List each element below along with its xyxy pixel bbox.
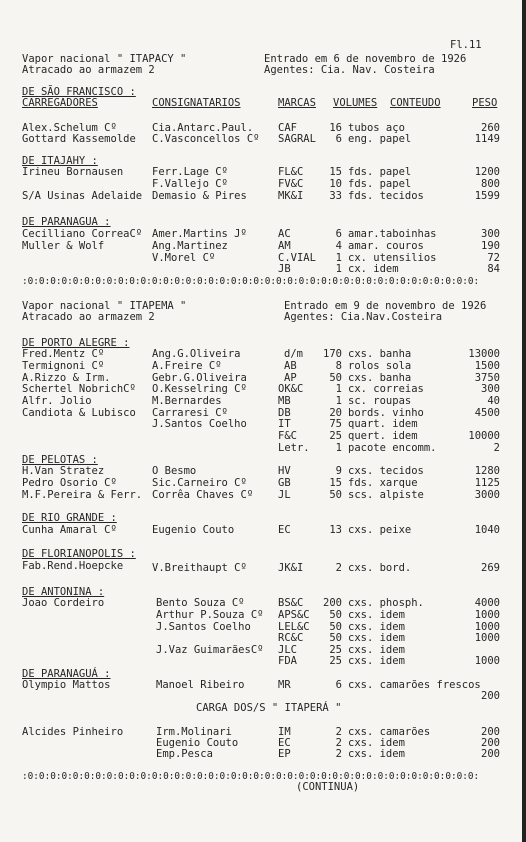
weight: 200	[481, 690, 500, 702]
ship1-docked: Atracado ao armazem 2	[22, 64, 155, 76]
origin-paranagua: DE PARANAGUA :	[22, 216, 111, 228]
quantity: 25	[329, 655, 342, 667]
content: cx. idem	[348, 263, 399, 275]
quantity: 15	[329, 166, 342, 178]
consignee: Eugenio Couto	[156, 737, 239, 749]
mark: MK&I	[278, 190, 304, 202]
mark: SAGRAL	[278, 133, 316, 145]
weight: 4000	[474, 597, 500, 609]
mark: FL&C	[278, 166, 304, 178]
content: bords. vinho	[348, 407, 424, 419]
consignee: O.Kesselring Cº	[152, 383, 247, 395]
weight: 1125	[474, 477, 500, 489]
consignee: Emp.Pesca	[156, 748, 213, 760]
weight: 300	[481, 228, 500, 240]
consignee: Carraresi Cº	[152, 407, 228, 419]
consignee: J.Santos Coelho	[156, 621, 251, 633]
shipper: Olympio Mattos	[22, 679, 111, 691]
quantity: 4	[335, 240, 342, 252]
content: rolos sola	[348, 360, 412, 372]
content: cxs. camarões	[348, 726, 431, 738]
quantity: 15	[329, 477, 342, 489]
weight: 1599	[474, 190, 500, 202]
content: cxs. idem	[348, 609, 405, 621]
header-consignees: CONSIGNATARIOS	[152, 97, 241, 109]
quantity: 1	[335, 442, 342, 454]
consignee: J.Vaz GuimarãesCº	[156, 644, 264, 656]
quantity: 50	[329, 372, 342, 384]
mark: APS&C	[278, 609, 310, 621]
origin-pelotas: DE PELOTAS :	[22, 454, 98, 466]
quantity: 2	[335, 562, 342, 574]
weight: 269	[481, 562, 500, 574]
mark: IM	[278, 726, 291, 738]
shipper: Alex.Schelum Cº	[22, 122, 117, 134]
weight: 1000	[474, 632, 500, 644]
content: fds. xarque	[348, 477, 418, 489]
mark: FV&C	[278, 178, 304, 190]
content: cx. correias	[348, 383, 424, 395]
quantity: 20	[329, 407, 342, 419]
quantity: 25	[329, 430, 342, 442]
weight: 200	[481, 726, 500, 738]
shipper: Cecilliano CorreaCº	[22, 228, 143, 240]
ship2-docked: Atracado ao armazem 2	[22, 311, 155, 323]
quantity: 50	[329, 489, 342, 501]
consignee: Gebr.G.Oliveira	[152, 372, 247, 384]
shipper: Fab.Rend.Hoepcke	[22, 560, 124, 572]
weight: 3750	[474, 372, 500, 384]
quantity: 50	[329, 632, 342, 644]
origin-itajahy: DE ITAJAHY :	[22, 155, 98, 167]
shipper: Termignoni Cº	[22, 360, 105, 372]
consignee: Eugenio Couto	[152, 524, 235, 536]
ship1-agents: Agentes: Cia. Nav. Costeira	[264, 64, 435, 76]
quantity: 16	[329, 122, 342, 134]
content: cxs. tecidos	[348, 465, 424, 477]
shipper: Irineu Bornausen	[22, 166, 124, 178]
content: fds. tecidos	[348, 190, 424, 202]
weight: 84	[487, 263, 500, 275]
quantity: 25	[329, 644, 342, 656]
consignee: C.Vasconcellos Cº	[152, 133, 260, 145]
content: cx. utensilios	[348, 252, 437, 264]
shipper: Pedro Osorio Cº	[22, 477, 117, 489]
consignee: Arthur P.Souza Cº	[156, 609, 264, 621]
quantity: 6	[335, 679, 342, 691]
header-shippers: CARREGADORES	[22, 97, 98, 109]
weight: 1040	[474, 524, 500, 536]
content: fds. papel	[348, 166, 412, 178]
consignee: Demasio & Pires	[152, 190, 247, 202]
content: cxs. banha	[348, 372, 412, 384]
origin-rio-grande: DE RIO GRANDE :	[22, 512, 117, 524]
mark: JK&I	[278, 562, 304, 574]
consignee: Amer.Martins Jº	[152, 228, 247, 240]
shipper: M.F.Pereira & Ferr.	[22, 489, 143, 501]
consignee: Ang.Martinez	[152, 240, 228, 252]
quantity: 2	[335, 737, 342, 749]
mark: JL	[278, 489, 291, 501]
mark: RC&C	[278, 632, 304, 644]
mark: MR	[278, 679, 291, 691]
ship2-vessel: Vapor nacional " ITAPEMA "	[22, 300, 187, 312]
content: cxs. banha	[348, 348, 412, 360]
mark: FDA	[278, 655, 297, 667]
mark: EC	[278, 737, 291, 749]
consignee: M.Bernardes	[152, 395, 222, 407]
weight: 1200	[474, 166, 500, 178]
weight: 190	[481, 240, 500, 252]
origin-paranagua-2: DE PARANAGUÁ :	[22, 668, 111, 680]
separator-line: :0:0:0:0:0:0:0:0:0:0:0:0:0:0:0:0:0:0:0:0:0:0:0:0:0:0:0:0:0:0:0:0:0:0:0:0:0:0:0:0:	[22, 276, 480, 287]
quantity: 6	[335, 133, 342, 145]
header-volumes: VOLUMES	[333, 97, 378, 109]
quantity: 8	[335, 360, 342, 372]
mark: CAF	[278, 122, 297, 134]
consignee: J.Santos Coelho	[152, 418, 247, 430]
content: cxs. idem	[348, 737, 405, 749]
shipper: Gottard Kassemolde	[22, 133, 136, 145]
mark: BS&C	[278, 597, 304, 609]
consignee: A.Freire Cº	[152, 360, 222, 372]
weight: 40	[487, 395, 500, 407]
weight: 1149	[474, 133, 500, 145]
content: amar.taboinhas	[348, 228, 437, 240]
weight: 10000	[468, 430, 500, 442]
shipper: Cunha Amaral Cº	[22, 524, 117, 536]
weight: 1000	[474, 621, 500, 633]
content: scs. alpiste	[348, 489, 424, 501]
quantity: 170	[323, 348, 342, 360]
quantity: 6	[335, 228, 342, 240]
ship2-arrived: Entrado em 9 de novembro de 1926	[284, 300, 487, 312]
origin-porto-alegre: DE PORTO ALEGRE :	[22, 337, 130, 349]
weight: 72	[487, 252, 500, 264]
consignee: Ang.G.Oliveira	[152, 348, 241, 360]
quantity: 33	[329, 190, 342, 202]
mark: LEL&C	[278, 621, 310, 633]
shipper: Alfr. Jolio	[22, 395, 92, 407]
content: cxs. idem	[348, 644, 405, 656]
quantity: 2	[335, 748, 342, 760]
shipper: Muller & Wolf	[22, 240, 105, 252]
content: sc. roupas	[348, 395, 412, 407]
continues-note: (CONTINUA)	[296, 781, 360, 793]
quantity: 200	[323, 597, 342, 609]
content: cxs. phosph.	[348, 597, 424, 609]
origin-sao-francisco: DE SÃO FRANCISCO :	[22, 86, 136, 98]
header-weight: PESO	[472, 97, 498, 109]
quantity: 1	[335, 383, 342, 395]
consignee: Irm.Molinari	[156, 726, 232, 738]
quantity: 9	[335, 465, 342, 477]
mark: MB	[278, 395, 291, 407]
consignee: F.Vallejo Cº	[152, 178, 228, 190]
mark: C.VIAL	[278, 252, 316, 264]
content: quert. idem	[348, 430, 418, 442]
shipper: H.Van Stratez	[22, 465, 105, 477]
scan-edge	[522, 0, 526, 842]
ship1-arrived: Entrado em 6 de novembro de 1926	[264, 53, 467, 65]
origin-florianopolis: DE FLORIANOPOLIS :	[22, 548, 136, 560]
weight: 200	[481, 737, 500, 749]
ship1-vessel: Vapor nacional " ITAPACY "	[22, 53, 187, 65]
weight: 4500	[474, 407, 500, 419]
weight: 300	[481, 383, 500, 395]
content: cxs. idem	[348, 655, 405, 667]
quantity: 10	[329, 178, 342, 190]
mark: EC	[278, 524, 291, 536]
shipper: Joao Cordeiro	[22, 597, 105, 609]
mark: EP	[278, 748, 291, 760]
content: cxs. idem	[348, 748, 405, 760]
quantity: 2	[335, 726, 342, 738]
mark: OK&C	[278, 383, 304, 395]
mark: GB	[278, 477, 291, 489]
shipper: Schertel NobrichCº	[22, 383, 136, 395]
mark: IT	[278, 418, 291, 430]
mark: JB	[278, 263, 291, 275]
content: cxs. bord.	[348, 562, 412, 574]
shipper: Candiota & Lubisco	[22, 407, 136, 419]
shipper: Alcides Pinheiro	[22, 726, 124, 738]
quantity: 50	[329, 621, 342, 633]
quantity: 13	[329, 524, 342, 536]
weight: 800	[481, 178, 500, 190]
weight: 1000	[474, 609, 500, 621]
content: cxs. idem	[348, 632, 405, 644]
weight: 1000	[474, 655, 500, 667]
shipper: S/A Usinas Adelaide	[22, 190, 143, 202]
content: amar. couros	[348, 240, 424, 252]
mark: DB	[278, 407, 291, 419]
consignee: Manoel Ribeiro	[156, 679, 245, 691]
shipper: Fred.Mentz Cº	[22, 348, 105, 360]
content: cxs. idem	[348, 621, 405, 633]
mark: HV	[278, 465, 291, 477]
quantity: 1	[335, 263, 342, 275]
consignee: V.Morel Cº	[152, 252, 216, 264]
weight: 13000	[468, 348, 500, 360]
content: tubos aço	[348, 122, 405, 134]
header-content: CONTEUDO	[390, 97, 441, 109]
weight: 1500	[474, 360, 500, 372]
consignee: Ferr.Lage Cº	[152, 166, 228, 178]
consignee: Corrêa Chaves Cº	[152, 489, 254, 501]
consignee: V.Breithaupt Cº	[152, 562, 247, 574]
mark: F&C	[278, 430, 297, 442]
mark: AB	[284, 360, 297, 372]
consignee: O Besmo	[152, 465, 197, 477]
separator-line-bottom: :0:0:0:0:0:0:0:0:0:0:0:0:0:0:0:0:0:0:0:0:0:0:0:0:0:0:0:0:0:0:0:0:0:0:0:0:0:0:0:0:	[22, 771, 480, 782]
mark: AP	[284, 372, 297, 384]
origin-antonina: DE ANTONINA :	[22, 586, 105, 598]
quantity: 1	[335, 395, 342, 407]
content: cxs. camarões frescos	[348, 679, 481, 691]
content: pacote encomm.	[348, 442, 437, 454]
content: quart. idem	[348, 418, 418, 430]
mark: d/m	[284, 348, 303, 360]
content: cxs. peixe	[348, 524, 412, 536]
header-marks: MARCAS	[278, 97, 316, 109]
content: eng. papel	[348, 133, 412, 145]
quantity: 1	[335, 252, 342, 264]
page-number: Fl.11	[450, 39, 482, 51]
mark: AC	[278, 228, 291, 240]
consignee: Sic.Carneiro Cº	[152, 477, 247, 489]
quantity: 50	[329, 609, 342, 621]
mark: JLC	[278, 644, 297, 656]
weight: 260	[481, 122, 500, 134]
weight: 3000	[474, 489, 500, 501]
ship2-agents: Agentes: Cia.Nav.Costeira	[284, 311, 443, 323]
shipper: A.Rizzo & Irm.	[22, 372, 111, 384]
cargo-heading: CARGA DOS/S " ITAPERÁ "	[196, 702, 342, 714]
weight: 200	[481, 748, 500, 760]
content: fds. papel	[348, 178, 412, 190]
quantity: 75	[329, 418, 342, 430]
weight: 1280	[474, 465, 500, 477]
weight: 2	[493, 442, 500, 454]
mark: Letr.	[278, 442, 310, 454]
mark: AM	[278, 240, 291, 252]
consignee: Bento Souza Cº	[156, 597, 245, 609]
consignee: Cia.Antarc.Paul.	[152, 122, 254, 134]
